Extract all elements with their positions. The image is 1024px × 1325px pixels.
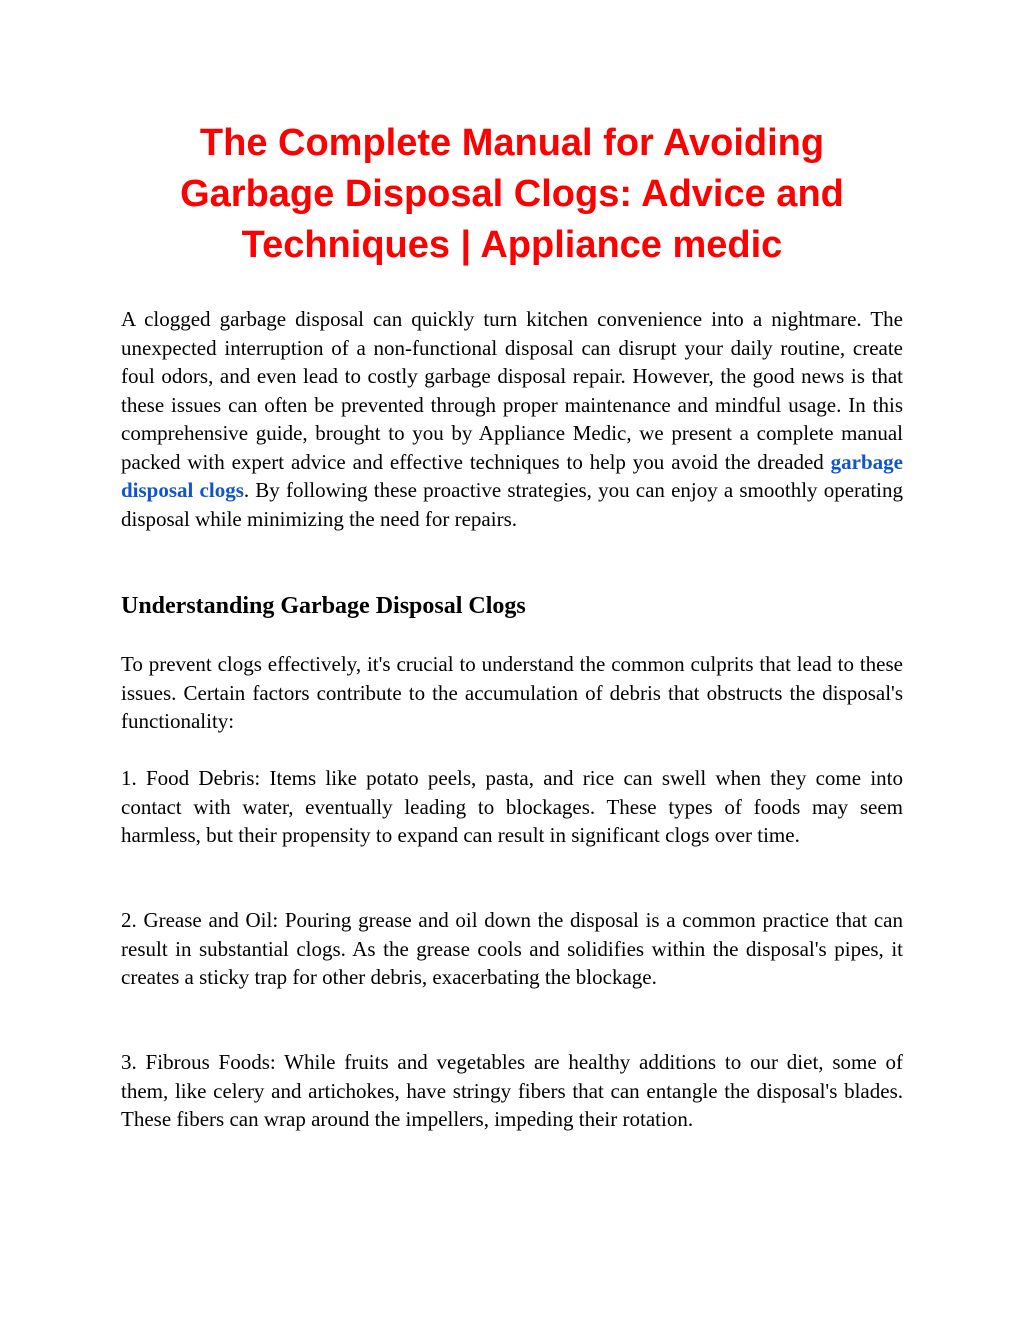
section-intro-paragraph: To prevent clogs effectively, it's crucial to understand the common culprits that lead to these issues. Certain factors contribute to the accumulation of debris that obstructs the disposal's functionality: [121,652,903,733]
list-item-fibrous-foods: 3. Fibrous Foods: While fruits and vegetables are healthy additions to our diet, some of them, like celery and artichokes, have stringy fibers that can entangle the disposal's blades. These fibers can wrap around the impellers, impeding their rotation. [121,1050,903,1131]
document-title: The Complete Manual for Avoiding Garbage Disposal Clogs: Advice and Techniques | Appliance medic [180,122,844,266]
section-heading: Understanding Garbage Disposal Clogs [121,593,526,619]
garbage-disposal-clogs-link[interactable]: garbage disposal clogs [121,449,903,502]
intro-text-after-link: . By following these proactive strategies, you can enjoy a smoothly operating disposal while minimizing the need for repairs. [121,478,904,531]
list-item-grease-and-oil: 2. Grease and Oil: Pouring grease and oil down the disposal is a common practice that can result in substantial clogs. As the grease cools and solidifies within the disposal's pipes, it creates a sticky trap for other debris, exacerbating the blockage. [121,908,903,989]
intro-paragraph [121,305,903,533]
intro-text-before-link: A clogged garbage disposal can quickly turn kitchen convenience into a nightmare. The unexpected interruption of a non-functional disposal can disrupt your daily routine, create foul odors, and even lead to costly garbage disposal repair. However, the good news is that these issues can often be prevented through proper maintenance and mindful usage. In this comprehensive guide, brought to you by Appliance Medic, we present a complete manual packed with expert advice and effective techniques to help you avoid the dreaded [121,307,903,474]
list-item-food-debris: 1. Food Debris: Items like potato peels, pasta, and rice can swell when they come into contact with water, eventually leading to blockages. These types of foods may seem harmless, but their propensity to expand can result in significant clogs over time. [121,766,903,847]
